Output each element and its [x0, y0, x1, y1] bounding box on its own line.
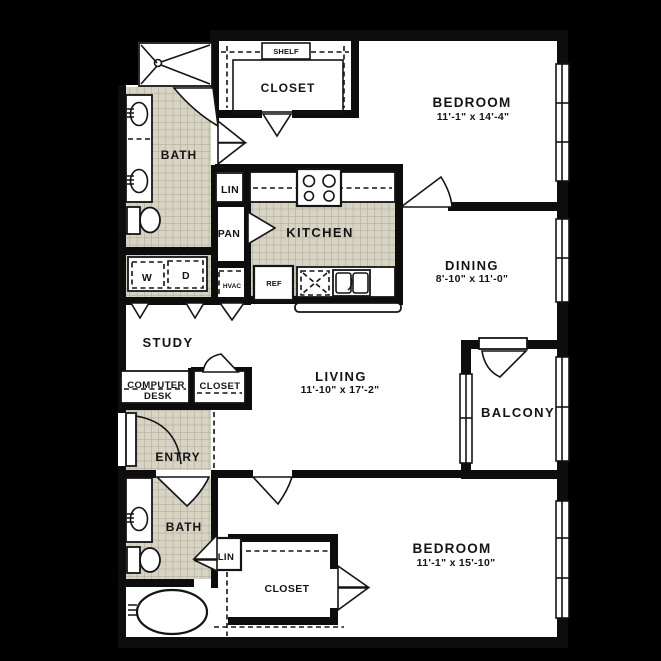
shower	[139, 43, 212, 86]
window-bedroom-top	[556, 64, 569, 181]
vanity-counter	[126, 478, 152, 542]
window-balcony-left	[460, 374, 472, 463]
room-label-dining: DINING	[445, 258, 499, 273]
room-label-kitchen: KITCHEN	[286, 225, 354, 240]
room-label-bedroom-bottom: BEDROOM	[412, 541, 492, 556]
room-label-study: STUDY	[142, 335, 194, 350]
window-dining	[556, 219, 569, 302]
room-label-entry: ENTRY	[155, 450, 201, 464]
fixture-label-linen-top: LIN	[220, 184, 240, 196]
fixture-label-washer: W	[141, 272, 153, 284]
room-label-closet-study: CLOSET	[199, 381, 241, 392]
room-dims-dining: 8'-10" x 11'-0"	[435, 273, 509, 285]
window-bedroom-bottom	[556, 501, 569, 618]
room-label-bath-bottom: BATH	[165, 520, 203, 534]
double-sink-icon	[333, 270, 370, 296]
room-label-closet-top: CLOSET	[260, 81, 316, 95]
bar-counter-edge	[295, 303, 401, 312]
laundry-fixtures	[128, 257, 207, 291]
window-balcony-right	[556, 357, 569, 461]
room-label-closet-bottom: CLOSET	[264, 583, 310, 595]
fixture-label-pantry: PAN	[217, 228, 241, 240]
toilet-icon	[127, 547, 160, 573]
counter-bottom	[297, 267, 395, 297]
stove-icon	[297, 169, 341, 206]
toilet-icon	[127, 207, 160, 234]
room-dims-living: 11'-10" x 17'-2"	[300, 384, 380, 396]
fixture-label-hvac: HVAC	[222, 283, 242, 290]
room-label-balcony: BALCONY	[480, 405, 556, 420]
fixture-label-computer: COMPUTER	[127, 380, 185, 391]
room-dims-bedroom-top: 11'-1" x 14'-4"	[436, 111, 510, 123]
room-label-bedroom-top: BEDROOM	[432, 95, 512, 110]
fixture-label-desk: DESK	[144, 391, 172, 402]
fixture-label-refrigerator: REF	[266, 279, 282, 288]
fixture-label-shelf: SHELF	[273, 47, 299, 56]
room-label-living: LIVING	[315, 369, 367, 384]
fixture-label-linen-bottom: LIN	[217, 552, 235, 563]
vanity-counter	[126, 95, 152, 202]
room-dims-bedroom-bottom: 11'-1" x 15'-10"	[416, 557, 496, 569]
room-label-bath-top: BATH	[160, 148, 198, 162]
fixture-label-dryer: D	[182, 270, 190, 282]
